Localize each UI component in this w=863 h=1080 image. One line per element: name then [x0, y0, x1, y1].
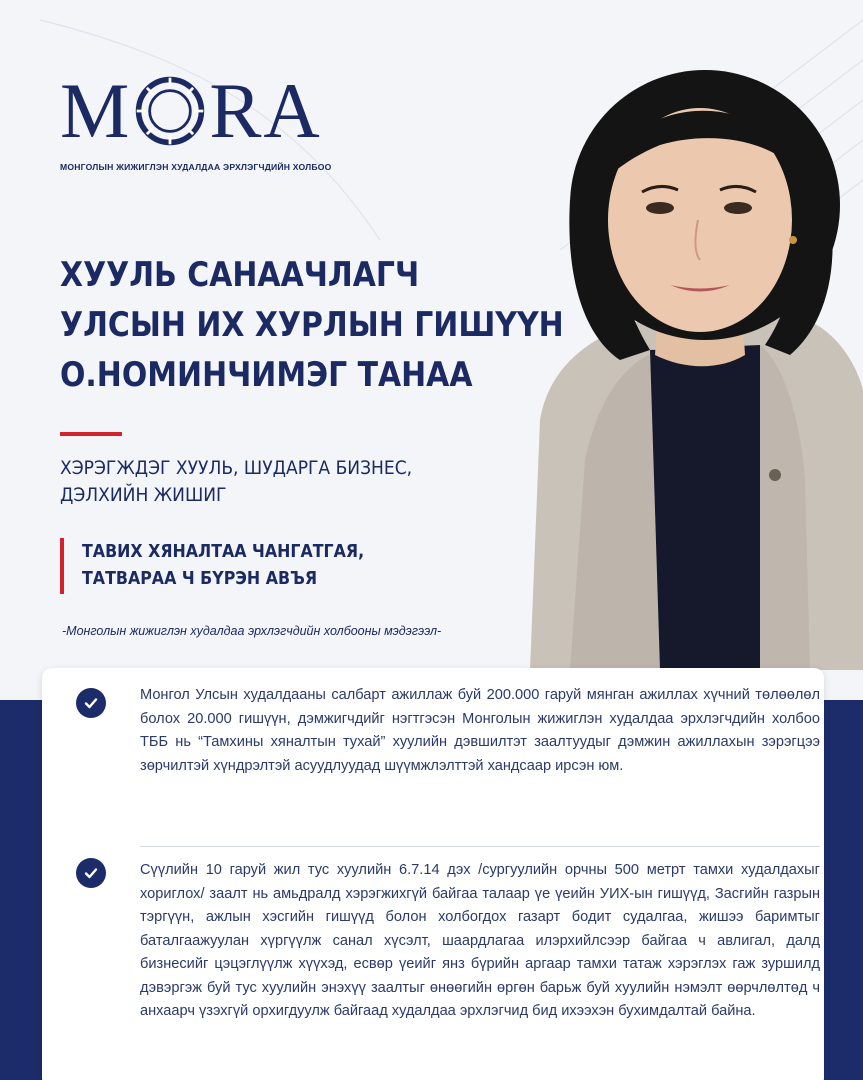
paragraph-1: Монгол Улсын худалдааны салбарт ажиллаж буй 200.000 гаруй мянган ажиллах хүчний төлөөлөл болох 20.000 гишүүн, дэмжигчдийг нэгтгэсэн Монголын жижиглэн худалдаа эрхлэгчдийн холбоо ТББ нь “Тамхины хяналтын тухай” хуулийн дэвшилтэт заалтуудыг дэмжин ажиллахын зэрэгцээ зөрчилтэй хүндрэлтэй асуудлуудад шүүмжлэлттэй хандсаар ирсэн юм. — [140, 687, 820, 774]
headline — [60, 250, 564, 400]
subheadline — [60, 455, 492, 509]
mora-logo — [60, 67, 332, 172]
quote-line-2: ТАТВАРАА Ч БҮРЭН АВЪЯ — [82, 568, 318, 589]
content-card — [42, 668, 824, 1080]
highlight-quote — [60, 538, 403, 594]
quote-line-1: ТАВИХ ХЯНАЛТАА ЧАНГАТГАЯ, — [82, 541, 365, 562]
logo-letters-ra: RA — [209, 67, 322, 154]
paragraph-divider — [140, 846, 820, 847]
paragraph-2: Сүүлийн 10 гаруй жил тус хуулийн 6.7.14 дэх /сургуулийн орчны 500 метрт тамхи худалдахыг хориглох/ заалт нь амьдралд хэрэгжихгүй байгаа талаар үе үеийн УИХ-ын гишүүд, Засгийн газрын тэргүүн, ажлын хэсгийн гишүүд болон холбогдох газарт бодит судалгаа, жишээ баримтыг баталгаажуулан хүргүүлж санал хүсэлт, шаардлагаа илэрхийлсээр байгаа ч авлигал, далд бизнесийг цэцэглүүлж хүүхэд, есвөр үеийг янз бүрийн аргаар тамхи татаж хэрэглэх гаж зуршилд дэвэргэж буй тус хуулийн энэхүү заалтыг өнөөгийн өргөн барьж буй хуулийн нэмэлт өөрчлөлтөд ч анхаарч үзэхгүй орхигдуулж байгаад худалдаа эрхлэгчид бид ихээхэн бухимдалтай байна. — [140, 862, 820, 1019]
headline-line-1: ХУУЛЬ САНААЧЛАГЧ — [60, 255, 420, 295]
red-divider — [60, 432, 122, 436]
logo-wordmark — [60, 67, 332, 154]
source-credit: -Монголын жижиглэн худалдаа эрхлэгчдийн холбооны мэдэгээл- — [62, 624, 442, 638]
logo-ring-icon — [133, 74, 207, 148]
check-circle-icon — [76, 858, 106, 888]
portrait-photo — [510, 60, 863, 670]
logo-subtitle: МОНГОЛЫН ЖИЖИГЛЭН ХУДАЛДАА ЭРХЛЭГЧДИЙН ХОЛБОО — [60, 162, 332, 172]
headline-line-2: УЛСЫН ИХ ХУРЛЫН ГИШҮҮН — [60, 305, 564, 345]
logo-letter-m: M — [60, 67, 132, 154]
subhead-line-2: ДЭЛХИЙН ЖИШИГ — [60, 484, 227, 506]
check-circle-icon — [76, 688, 106, 718]
subhead-line-1: ХЭРЭГЖДЭГ ХУУЛЬ, ШУДАРГА БИЗНЕС, — [60, 457, 413, 479]
headline-line-3: О.НОМИНЧИМЭГ ТАНАА — [60, 355, 473, 395]
